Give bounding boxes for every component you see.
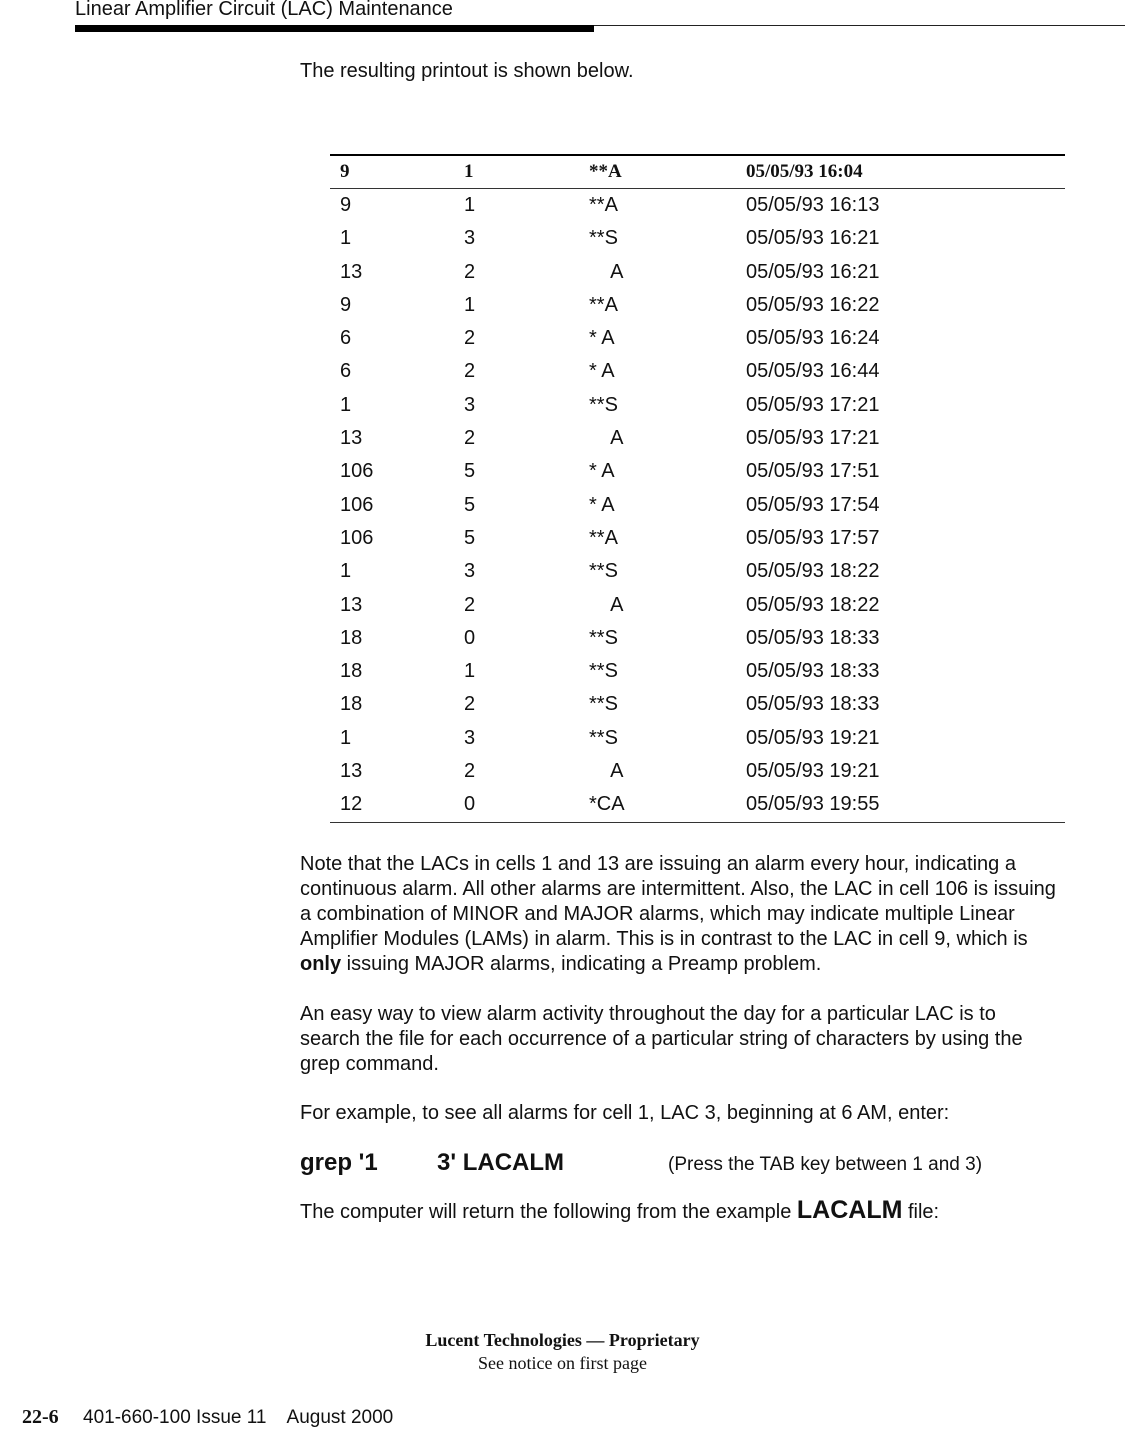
footer-company: Lucent Technologies — Proprietary — [425, 1330, 700, 1350]
table-cell-timestamp: 05/05/93 18:33 — [746, 693, 880, 716]
easy-way-paragraph: An easy way to view alarm activity throughout the day for a particular LAC is to search the file for each occurrence of a particular string of characters by using the grep command. — [300, 1003, 1023, 1075]
header-cell-timestamp: 05/05/93 16:04 — [746, 161, 863, 182]
table-cell-cell: 13 — [340, 593, 363, 616]
table-cell-cell: 9 — [340, 194, 352, 216]
table-row — [330, 256, 1065, 289]
table-bottom-rule — [330, 822, 1065, 823]
table-cell-cell: 6 — [340, 327, 352, 350]
table-cell-cell: 9 — [340, 293, 352, 316]
table-cell-timestamp: 05/05/93 16:13 — [746, 194, 880, 216]
table-row — [330, 589, 1065, 622]
table-cell-alarm: * A — [589, 493, 615, 516]
table-cell-alarm: * A — [589, 360, 615, 383]
table-cell-lac: 2 — [464, 327, 476, 350]
table-row — [330, 655, 1065, 688]
table-row — [330, 355, 1065, 388]
table-cell-cell: 6 — [340, 360, 352, 383]
command-part-2: 3' LACALM — [437, 1149, 565, 1176]
note-emphasis: only — [300, 953, 342, 975]
header-title: Linear Amplifier Circuit (LAC) Maintenance — [75, 0, 453, 20]
table-row — [330, 722, 1065, 755]
table-cell-lac: 5 — [464, 526, 476, 549]
table-cell-alarm: A — [589, 760, 624, 783]
command-note: (Press the TAB key between 1 and 3) — [668, 1154, 983, 1175]
table-cell-alarm: * A — [589, 460, 615, 483]
return-text-before: The computer will return the following from the example — [300, 1201, 797, 1223]
return-text-after: file: — [902, 1201, 940, 1223]
table-cell-cell: 106 — [340, 493, 374, 516]
table-row — [330, 755, 1065, 788]
table-cell-lac: 1 — [464, 293, 476, 316]
table-row — [330, 455, 1065, 488]
table-row — [330, 622, 1065, 655]
table-cell-timestamp: 05/05/93 17:21 — [746, 427, 880, 450]
table-cell-cell: 18 — [340, 626, 363, 649]
table-cell-alarm: A — [589, 427, 624, 450]
table-cell-lac: 5 — [464, 460, 476, 483]
table-cell-alarm: A — [589, 593, 624, 616]
table-cell-cell: 1 — [340, 560, 352, 583]
return-paragraph — [300, 1198, 1060, 1225]
table-cell-timestamp: 05/05/93 19:21 — [746, 760, 880, 783]
table-cell-alarm: *CA — [589, 793, 625, 816]
footer-document-info: 401-660-100 Issue 11 August 2000 — [83, 1407, 394, 1428]
table-cell-lac: 2 — [464, 260, 476, 283]
table-row — [330, 788, 1065, 821]
table-cell-alarm: **S — [589, 726, 618, 749]
return-file-name: LACALM — [796, 1196, 903, 1224]
table-row — [330, 389, 1065, 422]
table-cell-lac: 1 — [464, 194, 476, 216]
header-rule-thick — [75, 25, 594, 32]
table-cell-timestamp: 05/05/93 18:22 — [746, 593, 880, 616]
table-cell-alarm: **A — [589, 526, 618, 549]
table-cell-cell: 18 — [340, 660, 363, 683]
table-cell-lac: 3 — [464, 726, 476, 749]
header-cell-lac: 1 — [464, 161, 474, 182]
table-cell-timestamp: 05/05/93 16:44 — [746, 360, 880, 383]
intro-paragraph: The resulting printout is shown below. — [300, 60, 634, 82]
table-cell-alarm: **A — [589, 293, 618, 316]
table-cell-lac: 2 — [464, 760, 476, 783]
note-text-before: Note that the LACs in cells 1 and 13 are issuing an alarm every hour, indicating a continuous alarm. All other alarms are intermittent. Also, the LAC in cell 106 is issuing a combination of MINOR and MAJOR alarms, which may indicate multiple Linear Amplifier Modules (LAMs) in alarm. This is in contrast to the LAC in cell 9, which is — [300, 853, 1056, 950]
table-cell-timestamp: 05/05/93 19:55 — [746, 793, 880, 816]
table-cell-timestamp: 05/05/93 18:33 — [746, 660, 880, 683]
table-cell-cell: 1 — [340, 726, 352, 749]
table-cell-lac: 3 — [464, 560, 476, 583]
table-cell-cell: 1 — [340, 393, 352, 416]
table-cell-lac: 0 — [464, 626, 476, 649]
table-cell-timestamp: 05/05/93 18:33 — [746, 626, 880, 649]
table-row — [330, 222, 1065, 255]
table-cell-alarm: **A — [589, 194, 618, 216]
table-cell-alarm: **S — [589, 626, 618, 649]
footer-page-number: 22-6 — [22, 1406, 59, 1428]
table-cell-alarm: * A — [589, 327, 615, 350]
note-text-after: issuing MAJOR alarms, indicating a Preamp problem. — [341, 953, 822, 975]
table-cell-cell: 13 — [340, 427, 363, 450]
table-cell-timestamp: 05/05/93 16:24 — [746, 327, 880, 350]
table-cell-cell: 12 — [340, 793, 363, 816]
table-cell-lac: 2 — [464, 593, 476, 616]
table-cell-lac: 1 — [464, 660, 476, 683]
table-cell-lac: 2 — [464, 360, 476, 383]
table-cell-timestamp: 05/05/93 16:21 — [746, 227, 880, 250]
table-row — [330, 289, 1065, 322]
table-cell-cell: 13 — [340, 760, 363, 783]
table-cell-cell: 18 — [340, 693, 363, 716]
header-cell-alarm: **A — [589, 161, 622, 182]
table-row — [330, 422, 1065, 455]
table-cell-lac: 3 — [464, 393, 476, 416]
table-cell-lac: 5 — [464, 493, 476, 516]
table-cell-cell: 13 — [340, 260, 363, 283]
table-row — [330, 189, 1065, 222]
table-cell-alarm: **S — [589, 227, 618, 250]
table-cell-timestamp: 05/05/93 16:21 — [746, 260, 880, 283]
table-cell-timestamp: 05/05/93 18:22 — [746, 560, 880, 583]
table-cell-alarm: **S — [589, 393, 618, 416]
table-cell-timestamp: 05/05/93 19:21 — [746, 726, 880, 749]
table-cell-lac: 3 — [464, 227, 476, 250]
table-cell-timestamp: 05/05/93 17:21 — [746, 393, 880, 416]
table-cell-timestamp: 05/05/93 17:51 — [746, 460, 880, 483]
table-cell-alarm: A — [589, 260, 624, 283]
header-cell-cell: 9 — [340, 161, 350, 182]
table-row — [330, 322, 1065, 355]
table-cell-cell: 106 — [340, 526, 374, 549]
table-cell-cell: 106 — [340, 460, 374, 483]
table-cell-alarm: **S — [589, 660, 618, 683]
table-header-row — [330, 156, 1065, 188]
command-line — [300, 1149, 1060, 1181]
table-cell-lac: 2 — [464, 427, 476, 450]
table-row — [330, 489, 1065, 522]
example-paragraph: For example, to see all alarms for cell 1, LAC 3, beginning at 6 AM, enter: — [300, 1102, 950, 1124]
table-cell-timestamp: 05/05/93 16:22 — [746, 293, 880, 316]
table-cell-lac: 2 — [464, 693, 476, 716]
footer-notice: See notice on first page — [478, 1353, 647, 1373]
command-part-1: grep '1 — [300, 1149, 378, 1176]
table-body — [330, 189, 1065, 822]
note-paragraph — [300, 852, 1060, 977]
printout-table — [330, 154, 1065, 823]
table-row — [330, 555, 1065, 588]
table-cell-timestamp: 05/05/93 17:57 — [746, 526, 880, 549]
table-cell-cell: 1 — [340, 227, 352, 250]
table-cell-alarm: **S — [589, 560, 618, 583]
table-cell-lac: 0 — [464, 793, 476, 816]
table-row — [330, 522, 1065, 555]
table-cell-timestamp: 05/05/93 17:54 — [746, 493, 880, 516]
table-row — [330, 688, 1065, 721]
table-cell-alarm: **S — [589, 693, 618, 716]
